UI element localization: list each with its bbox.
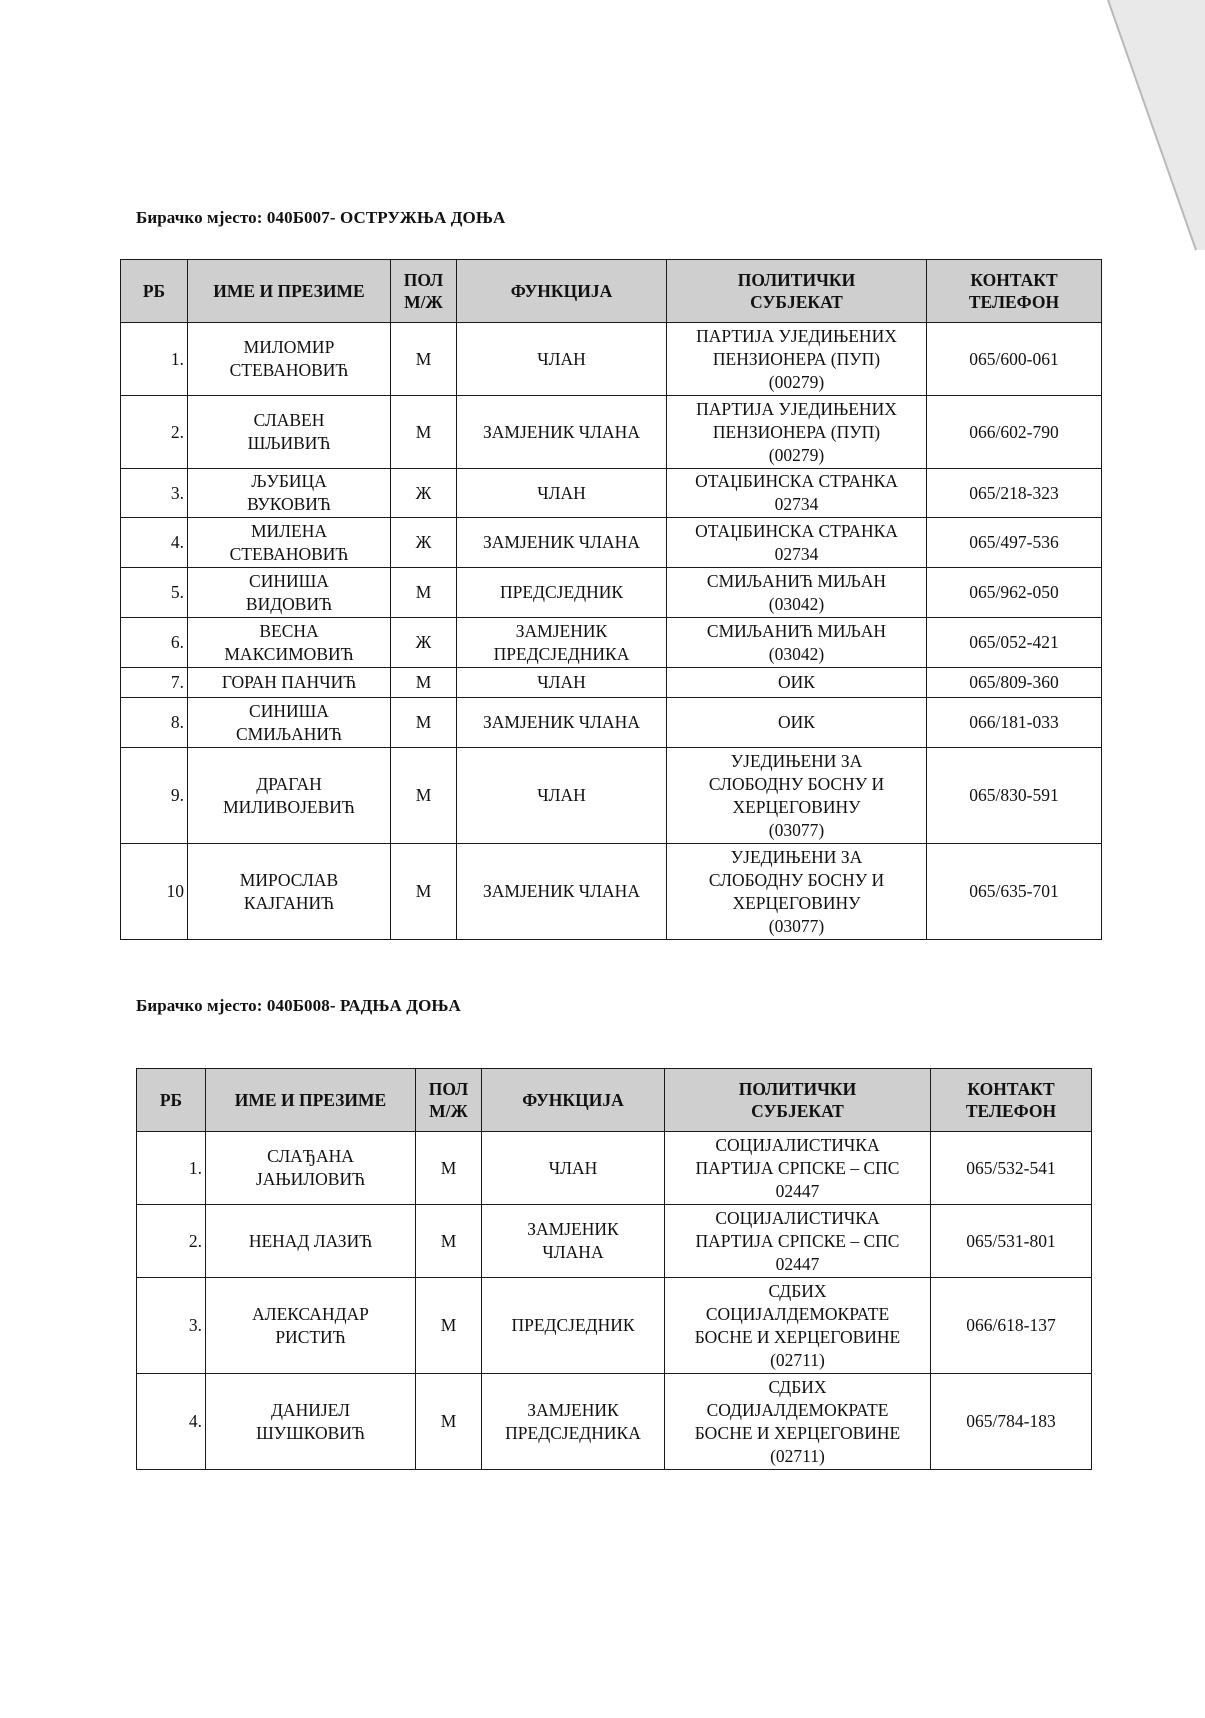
table-row <box>137 1205 1092 1278</box>
cell-rb: 4. <box>137 1374 206 1470</box>
cell-phone: 065/635-701 <box>927 844 1102 940</box>
table-row <box>121 323 1102 396</box>
header-phone: КОНТАКТ ТЕЛЕФОН <box>927 260 1102 323</box>
table-row <box>121 396 1102 469</box>
cell-function: ЗАМЈЕНИК ЧЛАНА <box>482 1205 665 1278</box>
cell-function: ЧЛАН <box>457 748 667 844</box>
header-phone: КОНТАКТ ТЕЛЕФОН <box>931 1069 1092 1132</box>
cell-function: ЧЛАН <box>482 1132 665 1205</box>
cell-phone: 065/218-323 <box>927 469 1102 518</box>
table-row <box>121 518 1102 568</box>
cell-sex: Ж <box>391 618 457 668</box>
cell-function: ЗАМЈЕНИК ЧЛАНА <box>457 518 667 568</box>
table-row <box>121 469 1102 518</box>
cell-phone: 065/962-050 <box>927 568 1102 618</box>
cell-name: НЕНАД ЛАЗИЋ <box>206 1205 416 1278</box>
cell-phone: 065/052-421 <box>927 618 1102 668</box>
cell-party: СОЦИЈАЛИСТИЧКА ПАРТИЈА СРПСКЕ – СПС 02447 <box>665 1132 931 1205</box>
cell-function: ЧЛАН <box>457 469 667 518</box>
cell-party: СДБИХ СОДИЈАЛДЕМОКРАТЕ БОСНЕ И ХЕРЦЕГОВИНЕ (02711) <box>665 1374 931 1470</box>
cell-sex: М <box>416 1132 482 1205</box>
cell-name: ДРАГАН МИЛИВОЈЕВИЋ <box>188 748 391 844</box>
cell-party: ОТАЏБИНСКА СТРАНКА 02734 <box>667 469 927 518</box>
cell-phone: 065/532-541 <box>931 1132 1092 1205</box>
cell-rb: 5. <box>121 568 188 618</box>
committee-table-2 <box>136 1068 1092 1470</box>
cell-name: МИРОСЛАВ КАЈГАНИЋ <box>188 844 391 940</box>
header-party: ПОЛИТИЧКИ СУБЈЕКАТ <box>665 1069 931 1132</box>
header-rb: РБ <box>137 1069 206 1132</box>
table-row <box>121 844 1102 940</box>
cell-sex: М <box>391 748 457 844</box>
cell-name: СЛАЂАНА ЈАЊИЛОВИЋ <box>206 1132 416 1205</box>
cell-function: ЧЛАН <box>457 668 667 698</box>
cell-sex: Ж <box>391 518 457 568</box>
cell-function: ЗАМЈЕНИК ЧЛАНА <box>457 396 667 469</box>
cell-function: ПРЕДСЈЕДНИК <box>482 1278 665 1374</box>
header-party: ПОЛИТИЧКИ СУБЈЕКАТ <box>667 260 927 323</box>
header-function: ФУНКЦИЈА <box>482 1069 665 1132</box>
cell-name: МИЛЕНА СТЕВАНОВИЋ <box>188 518 391 568</box>
cell-sex: Ж <box>391 469 457 518</box>
cell-phone: 065/809-360 <box>927 668 1102 698</box>
cell-name: СИНИША ВИДОВИЋ <box>188 568 391 618</box>
cell-phone: 065/531-801 <box>931 1205 1092 1278</box>
cell-sex: М <box>391 668 457 698</box>
header-name: ИМЕ И ПРЕЗИМЕ <box>188 260 391 323</box>
cell-rb: 6. <box>121 618 188 668</box>
cell-party: ПАРТИЈА УЈЕДИЊЕНИХ ПЕНЗИОНЕРА (ПУП) (00279) <box>667 396 927 469</box>
table-row <box>137 1132 1092 1205</box>
cell-party: СОЦИЈАЛИСТИЧКА ПАРТИЈА СРПСКЕ – СПС 02447 <box>665 1205 931 1278</box>
cell-party: ОТАЏБИНСКА СТРАНКА 02734 <box>667 518 927 568</box>
cell-party: УЈЕДИЊЕНИ ЗА СЛОБОДНУ БОСНУ И ХЕРЦЕГОВИНУ (03077) <box>667 844 927 940</box>
cell-phone: 066/618-137 <box>931 1278 1092 1374</box>
cell-rb: 3. <box>121 469 188 518</box>
cell-rb: 9. <box>121 748 188 844</box>
cell-function: ЗАМЈЕНИК ПРЕДСЈЕДНИКА <box>457 618 667 668</box>
cell-sex: М <box>391 844 457 940</box>
cell-party: СМИЉАНИЋ МИЉАН (03042) <box>667 618 927 668</box>
cell-function: ПРЕДСЈЕДНИК <box>457 568 667 618</box>
cell-sex: М <box>391 698 457 748</box>
cell-rb: 2. <box>137 1205 206 1278</box>
cell-phone: 066/181-033 <box>927 698 1102 748</box>
cell-party: УЈЕДИЊЕНИ ЗА СЛОБОДНУ БОСНУ И ХЕРЦЕГОВИНУ (03077) <box>667 748 927 844</box>
header-sex: ПОЛ М/Ж <box>416 1069 482 1132</box>
cell-name: СИНИША СМИЉАНИЋ <box>188 698 391 748</box>
cell-function: ЧЛАН <box>457 323 667 396</box>
cell-phone: 066/602-790 <box>927 396 1102 469</box>
cell-name: ЉУБИЦА ВУКОВИЋ <box>188 469 391 518</box>
section-title-polling-station-2: Бирачко мјесто: 040Б008- РАДЊА ДОЊА <box>136 996 461 1015</box>
cell-name: ГОРАН ПАНЧИЋ <box>188 668 391 698</box>
cell-name: ВЕСНА МАКСИМОВИЋ <box>188 618 391 668</box>
cell-phone: 065/830-591 <box>927 748 1102 844</box>
cell-sex: М <box>416 1374 482 1470</box>
table-row <box>137 1374 1092 1470</box>
cell-rb: 8. <box>121 698 188 748</box>
section-title-polling-station-1: Бирачко мјесто: 040Б007- ОСТРУЖЊА ДОЊА <box>136 208 506 227</box>
cell-name: МИЛОМИР СТЕВАНОВИЋ <box>188 323 391 396</box>
cell-sex: М <box>416 1205 482 1278</box>
cell-phone: 065/600-061 <box>927 323 1102 396</box>
table-row <box>137 1278 1092 1374</box>
cell-rb: 1. <box>137 1132 206 1205</box>
table-header-row <box>121 260 1102 323</box>
table-row <box>121 698 1102 748</box>
committee-table-1 <box>120 259 1102 940</box>
cell-name: АЛЕКСАНДАР РИСТИЋ <box>206 1278 416 1374</box>
cell-name: ДАНИЈЕЛ ШУШКОВИЋ <box>206 1374 416 1470</box>
cell-rb: 1. <box>121 323 188 396</box>
header-function: ФУНКЦИЈА <box>457 260 667 323</box>
cell-phone: 065/784-183 <box>931 1374 1092 1470</box>
cell-party: ОИК <box>667 668 927 698</box>
header-name: ИМЕ И ПРЕЗИМЕ <box>206 1069 416 1132</box>
cell-rb: 2. <box>121 396 188 469</box>
cell-sex: М <box>391 323 457 396</box>
cell-rb: 7. <box>121 668 188 698</box>
cell-rb: 10 <box>121 844 188 940</box>
cell-sex: М <box>416 1278 482 1374</box>
cell-party: СМИЉАНИЋ МИЉАН (03042) <box>667 568 927 618</box>
cell-sex: М <box>391 568 457 618</box>
cell-party: ОИК <box>667 698 927 748</box>
header-rb: РБ <box>121 260 188 323</box>
cell-rb: 3. <box>137 1278 206 1374</box>
cell-phone: 065/497-536 <box>927 518 1102 568</box>
table-header-row <box>137 1069 1092 1132</box>
table-row <box>121 668 1102 698</box>
cell-party: СДБИХ СОЦИЈАЛДЕМОКРАТЕ БОСНЕ И ХЕРЦЕГОВИНЕ (02711) <box>665 1278 931 1374</box>
cell-function: ЗАМЈЕНИК ЧЛАНА <box>457 698 667 748</box>
cell-party: ПАРТИЈА УЈЕДИЊЕНИХ ПЕНЗИОНЕРА (ПУП) (00279) <box>667 323 927 396</box>
cell-sex: М <box>391 396 457 469</box>
table-row <box>121 568 1102 618</box>
cell-rb: 4. <box>121 518 188 568</box>
table-row <box>121 618 1102 668</box>
table-row <box>121 748 1102 844</box>
cell-name: СЛАВЕН ШЉИВИЋ <box>188 396 391 469</box>
header-sex: ПОЛ М/Ж <box>391 260 457 323</box>
cell-function: ЗАМЈЕНИК ПРЕДСЈЕДНИКА <box>482 1374 665 1470</box>
cell-function: ЗАМЈЕНИК ЧЛАНА <box>457 844 667 940</box>
